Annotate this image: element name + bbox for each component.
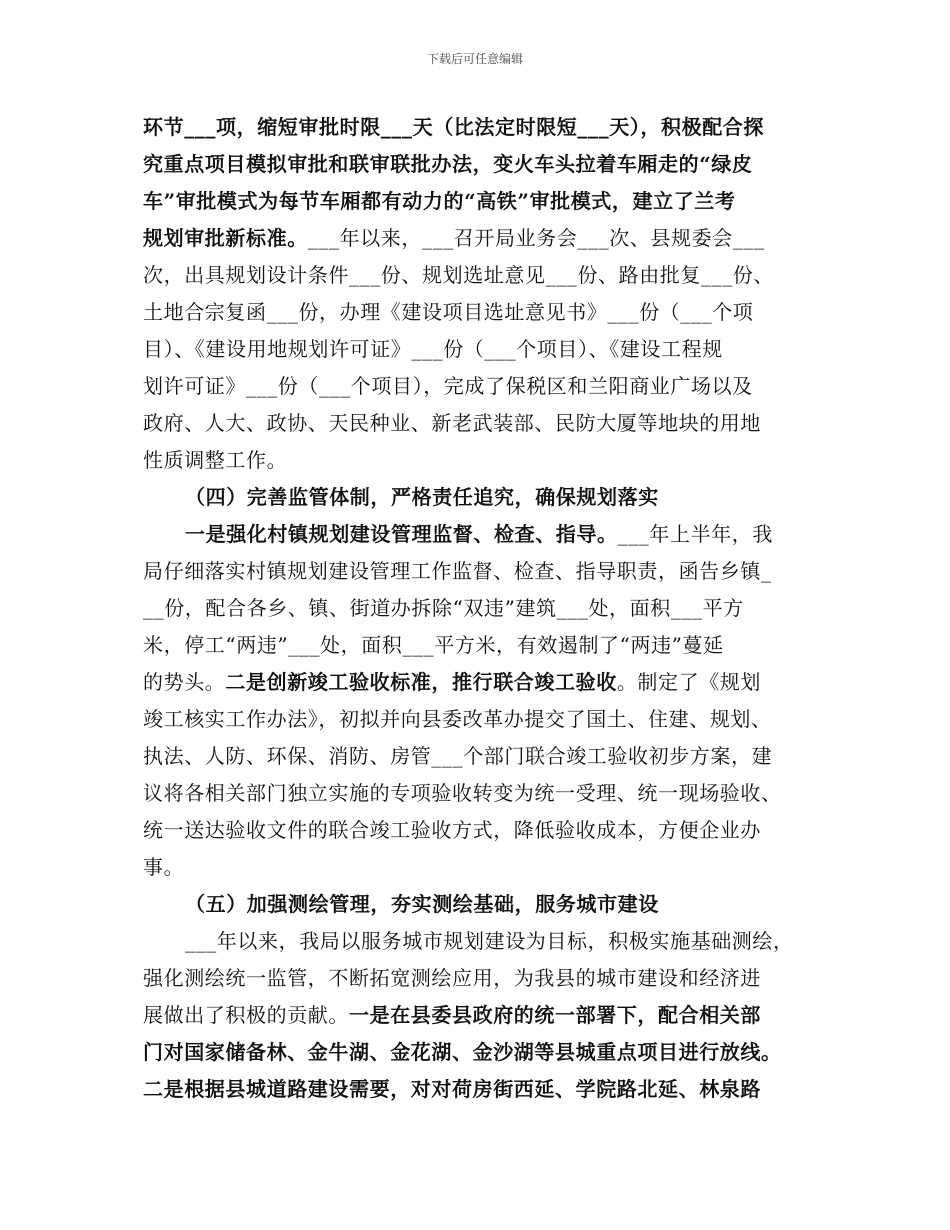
text-line: [143, 294, 825, 331]
text-line: [143, 1034, 825, 1071]
text-line: [143, 109, 825, 146]
text-line: [143, 849, 825, 886]
text-segment: __份，配合各乡、镇、街道办拆除“双违”建筑___处，面积___平方: [143, 596, 744, 620]
text-line: [143, 886, 825, 923]
text-line: [143, 738, 825, 775]
text-line: [143, 590, 825, 627]
text-line: [143, 775, 825, 812]
text-segment: 执法、人防、环保、消防、房管___个部门联合竣工验收初步方案，建: [143, 744, 773, 768]
bold-text-segment: 环节___项，缩短审批时限___天（比法定时限短___天），积极配合探: [143, 115, 764, 139]
text-line: [143, 664, 825, 701]
text-segment: 划许可证》___份（___个项目），完成了保税区和兰阳商业广场以及: [143, 374, 753, 398]
text-line: [143, 960, 825, 997]
text-segment: 。制定了《规划: [616, 670, 762, 694]
text-segment: 米，停工“两违”___处，面积___平方米，有效遏制了“两违”蔓延: [143, 633, 724, 657]
text-segment: 性质调整工作。: [143, 448, 288, 472]
bold-text-segment: 二是根据县城道路建设需要，对对荷房街西延、学院路北延、林泉路: [143, 1077, 761, 1101]
text-segment: 土地合宗复函___份，办理《建设项目选址意见书》___份（___个项: [143, 300, 754, 324]
text-segment: ___年上半年，我: [617, 522, 774, 546]
bold-text-segment: （五）加强测绘管理，夯实测绘基础，服务城市建设: [185, 892, 659, 916]
bold-text-segment: 车”审批模式为每节车厢都有动力的“高铁”审批模式，建立了兰考: [143, 189, 736, 213]
text-line: [143, 146, 825, 183]
text-line: [143, 997, 825, 1034]
text-segment: 统一送达验收文件的联合竣工验收方式，降低验收成本，方便企业办: [143, 818, 761, 842]
bold-text-segment: 规划审批新标准。: [143, 226, 308, 250]
text-segment: ___年以来，我局以服务城市规划建设为目标，积极实施基础测绘，: [185, 929, 794, 953]
document-body: [143, 109, 825, 1108]
text-segment: ___年以来，___召开局业务会___次、县规委会___: [307, 226, 765, 250]
text-segment: 政府、人大、政协、天民种业、新老武装部、民防大厦等地块的用地: [143, 411, 761, 435]
text-segment: 强化测绘统一监管，不断拓宽测绘应用，为我县的城市建设和经济进: [143, 966, 761, 990]
text-line: [143, 923, 825, 960]
text-segment: 议将各相关部门独立实施的专项验收转变为统一受理、统一现场验收、: [143, 781, 782, 805]
bold-text-segment: （四）完善监管体制，严格责任追究，确保规划落实: [185, 485, 659, 509]
bold-text-segment: 究重点项目模拟审批和联审联批办法，变火车头拉着车厢走的“绿皮: [143, 152, 753, 176]
text-segment: 局仔细落实村镇规划建设管理工作监督、检查、指导职责，函告乡镇_: [143, 559, 772, 583]
text-line: [143, 627, 825, 664]
text-segment: 目）、《建设用地规划许可证》___份（___个项目）、《建设工程规: [143, 337, 723, 361]
text-line: [143, 368, 825, 405]
text-line: [143, 442, 825, 479]
text-line: [143, 405, 825, 442]
page-header: 下载后可任意编辑: [426, 52, 523, 66]
text-segment: 竣工核实工作办法》，初拟并向县委改革办提交了国土、住建、规划、: [143, 707, 772, 731]
text-line: [143, 812, 825, 849]
bold-text-segment: 门对国家储备林、金牛湖、金花湖、金沙湖等县城重点项目进行放线。: [143, 1040, 782, 1064]
text-line: [143, 1071, 825, 1108]
text-line: [143, 220, 825, 257]
text-line: [143, 701, 825, 738]
bold-text-segment: 二是创新竣工验收标准，推行联合竣工验收: [225, 670, 617, 694]
text-segment: 事。: [143, 855, 185, 879]
text-line: [143, 516, 825, 553]
text-segment: 次，出具规划设计条件___份、规划选址意见___份、路由批复___份、: [143, 263, 774, 287]
bold-text-segment: 一是在县委县政府的统一部署下，配合相关部: [349, 1003, 761, 1027]
text-line: [143, 553, 825, 590]
bold-text-segment: 一是强化村镇规划建设管理监督、检查、指导。: [185, 522, 618, 546]
text-line: [143, 257, 825, 294]
text-line: [143, 479, 825, 516]
text-line: [143, 331, 825, 368]
text-segment: 的势头。: [143, 670, 226, 694]
text-line: [143, 183, 825, 220]
text-segment: 展做出了积极的贡献。: [143, 1003, 349, 1027]
